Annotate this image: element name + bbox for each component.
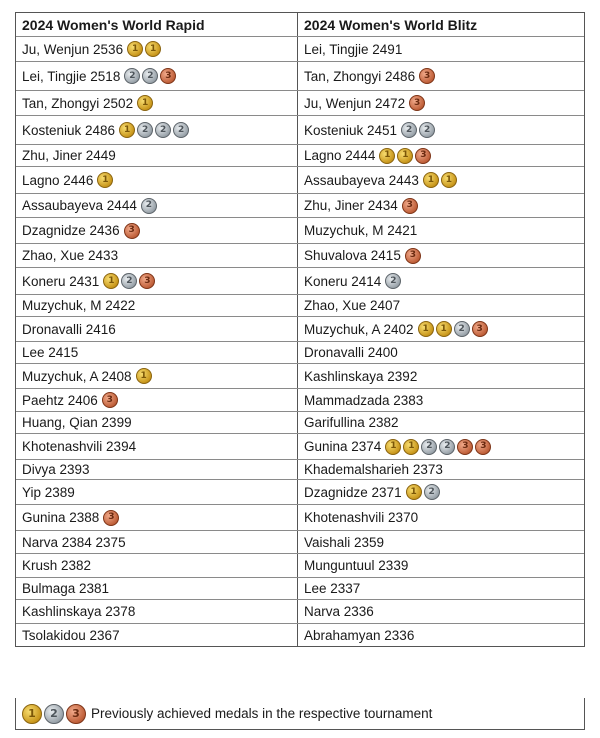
blitz-header: 2024 Women's World Blitz [304,16,478,33]
rapid-cell [16,460,298,479]
rapid-header: 2024 Women's World Rapid [16,13,298,36]
table-row [16,434,584,460]
legend-text: Previously achieved medals in the respective tournament [91,706,433,721]
silver-medal-icon: 2 [124,68,140,84]
gold-medal-icon: 1 [22,704,42,724]
gold-medal-icon: 1 [379,148,395,164]
rapid-player-entry: Narva 2384 2375 [22,534,126,550]
rapid-player-entry: Assaubayeva 2444 [22,198,137,213]
gold-medal-icon: 1 [97,172,113,188]
rapid-cell [16,244,298,267]
rapid-cell [16,600,298,623]
table-row [16,389,584,412]
rapid-player-entry: Khotenashvili 2394 [22,439,137,454]
rapid-cell [16,342,298,363]
gold-medal-icon: 1 [145,41,161,57]
rapid-cell [16,62,298,90]
silver-medal-icon: 2 [401,122,417,138]
rapid-cell [16,412,298,433]
blitz-cell [298,505,584,530]
blitz-cell [298,91,584,115]
bronze-medal-icon: 3 [139,273,155,289]
blitz-cell [298,244,584,267]
rapid-player-entry: Gunina 2388 [22,510,100,525]
gold-medal-icon: 1 [103,273,119,289]
blitz-player-entry: Ju, Wenjun 2472 [304,95,406,111]
table-row [16,116,584,145]
blitz-medals [406,484,440,500]
blitz-medals [385,273,401,289]
blitz-player-entry: Muzychuk, M 2421 [304,223,418,238]
blitz-player-entry: Khotenashvili 2370 [304,510,419,525]
blitz-player-entry: Dzagnidze 2371 [304,484,402,500]
rapid-medals [136,368,152,384]
blitz-cell [298,554,584,577]
blitz-cell [298,116,584,144]
gold-medal-icon: 1 [397,148,413,164]
legend [15,698,585,730]
blitz-cell [298,342,584,363]
table-row [16,342,584,364]
blitz-medals [401,122,435,138]
blitz-player-entry: Assaubayeva 2443 [304,172,419,188]
rapid-cell [16,145,298,166]
rapid-medals [102,392,118,408]
rapid-medals [124,68,176,84]
blitz-player-entry: Zhu, Jiner 2434 [304,198,398,213]
blitz-cell [298,295,584,316]
bronze-medal-icon: 3 [472,321,488,337]
rapid-player-entry: Lagno 2446 [22,172,94,188]
bronze-medal-icon: 3 [124,223,140,239]
rapid-cell [16,364,298,388]
silver-medal-icon: 2 [454,321,470,337]
blitz-cell [298,145,584,166]
rapid-cell [16,389,298,411]
rapid-medals [103,510,119,526]
table-row [16,531,584,554]
rapid-player-entry: Krush 2382 [22,558,92,573]
blitz-player-entry: Vaishali 2359 [304,534,385,550]
table-row [16,364,584,389]
rapid-cell [16,624,298,646]
blitz-cell [298,218,584,243]
rapid-cell [16,37,298,61]
blitz-cell [298,578,584,599]
rapid-cell [16,218,298,243]
blitz-player-entry: Kashlinskaya 2392 [304,368,418,384]
rapid-player-entry: Tan, Zhongyi 2502 [22,95,134,111]
blitz-player-entry: Lee 2337 [304,581,361,596]
blitz-cell [298,167,584,193]
table-row [16,317,584,342]
silver-medal-icon: 2 [424,484,440,500]
silver-medal-icon: 2 [44,704,64,724]
blitz-cell [298,460,584,479]
blitz-medals [385,439,491,455]
bronze-medal-icon: 3 [66,704,86,724]
rapid-cell [16,434,298,459]
bronze-medal-icon: 3 [402,198,418,214]
blitz-cell [298,600,584,623]
blitz-cell [298,531,584,553]
rapid-player-entry: Paehtz 2406 [22,392,98,408]
gold-medal-icon: 1 [119,122,135,138]
silver-medal-icon: 2 [385,273,401,289]
blitz-player-entry: Lagno 2444 [304,148,376,163]
blitz-player-entry: Gunina 2374 [304,439,382,454]
gold-medal-icon: 1 [385,439,401,455]
blitz-player-entry: Munguntuul 2339 [304,558,409,573]
rapid-player-entry: Lee 2415 [22,345,79,360]
table-row [16,145,584,167]
rapid-medals [127,41,161,57]
blitz-cell [298,194,584,217]
blitz-medals [418,321,488,337]
rapid-player-entry: Zhu, Jiner 2449 [22,148,116,163]
rapid-cell [16,91,298,115]
table-row [16,600,584,624]
blitz-cell [298,62,584,90]
rapid-cell [16,505,298,530]
blitz-cell [298,480,584,504]
blitz-cell [298,412,584,433]
table-row [16,412,584,434]
table-row [16,62,584,91]
blitz-medals [379,148,431,164]
table-row [16,460,584,480]
silver-medal-icon: 2 [142,68,158,84]
blitz-player-entry: Kosteniuk 2451 [304,122,398,138]
blitz-medals [402,198,418,214]
gold-medal-icon: 1 [137,95,153,111]
blitz-player-entry: Narva 2336 [304,604,374,619]
rapid-cell [16,554,298,577]
gold-medal-icon: 1 [436,321,452,337]
rapid-player-entry: Muzychuk, A 2408 [22,368,132,384]
rapid-player-entry: Kashlinskaya 2378 [22,604,136,619]
silver-medal-icon: 2 [121,273,137,289]
rapid-medals [137,95,153,111]
table-row [16,578,584,600]
rapid-player-entry: Muzychuk, M 2422 [22,298,136,313]
rapid-player-entry: Kosteniuk 2486 [22,122,116,138]
bronze-medal-icon: 3 [415,148,431,164]
blitz-cell [298,317,584,341]
gold-medal-icon: 1 [127,41,143,57]
blitz-cell [298,268,584,294]
rapid-player-entry: Yip 2389 [22,484,75,500]
silver-medal-icon: 2 [141,198,157,214]
blitz-player-entry: Zhao, Xue 2407 [304,298,401,313]
blitz-player-entry: Mammadzada 2383 [304,392,424,408]
silver-medal-icon: 2 [419,122,435,138]
bronze-medal-icon: 3 [160,68,176,84]
blitz-cell [298,364,584,388]
blitz-player-entry: Abrahamyan 2336 [304,627,415,643]
silver-medal-icon: 2 [155,122,171,138]
table-row [16,244,584,268]
rapid-cell [16,531,298,553]
rapid-cell [16,578,298,599]
blitz-medals [419,68,435,84]
bronze-medal-icon: 3 [475,439,491,455]
blitz-player-entry: Koneru 2414 [304,273,382,289]
blitz-player-entry: Khademalsharieh 2373 [304,462,443,477]
medals-table [15,12,585,647]
table-row [16,194,584,218]
gold-medal-icon: 1 [441,172,457,188]
rapid-cell [16,295,298,316]
legend-medals [22,704,86,724]
bronze-medal-icon: 3 [102,392,118,408]
rapid-player-entry: Tsolakidou 2367 [22,627,120,643]
rapid-cell [16,167,298,193]
blitz-player-entry: Tan, Zhongyi 2486 [304,68,416,84]
blitz-cell [298,37,584,61]
gold-medal-icon: 1 [423,172,439,188]
rapid-cell [16,194,298,217]
silver-medal-icon: 2 [137,122,153,138]
table-row [16,218,584,244]
gold-medal-icon: 1 [418,321,434,337]
table-row [16,295,584,317]
gold-medal-icon: 1 [406,484,422,500]
table-row [16,624,584,646]
rapid-player-entry: Zhao, Xue 2433 [22,248,119,263]
rapid-cell [16,268,298,294]
rapid-player-entry: Koneru 2431 [22,273,100,289]
gold-medal-icon: 1 [136,368,152,384]
header-row [16,13,584,37]
bronze-medal-icon: 3 [419,68,435,84]
blitz-cell [298,434,584,459]
rapid-medals [141,198,157,214]
rapid-player-entry: Ju, Wenjun 2536 [22,41,124,57]
rapid-player-entry: Dronavalli 2416 [22,321,116,337]
table-row [16,167,584,194]
table-row [16,554,584,578]
blitz-medals [405,248,421,264]
rapid-cell [16,480,298,504]
rapid-medals [119,122,189,138]
blitz-player-entry: Shuvalova 2415 [304,248,401,263]
silver-medal-icon: 2 [439,439,455,455]
blitz-player-entry: Muzychuk, A 2402 [304,321,414,337]
table-row [16,268,584,295]
rapid-medals [103,273,155,289]
silver-medal-icon: 2 [421,439,437,455]
bronze-medal-icon: 3 [409,95,425,111]
rapid-player-entry: Dzagnidze 2436 [22,223,120,238]
rapid-player-entry: Lei, Tingjie 2518 [22,68,121,84]
rapid-cell [16,317,298,341]
blitz-medals [409,95,425,111]
table-row [16,91,584,116]
blitz-player-entry: Dronavalli 2400 [304,345,398,360]
blitz-cell [298,624,584,646]
gold-medal-icon: 1 [403,439,419,455]
table-row [16,37,584,62]
rapid-medals [124,223,140,239]
rapid-cell [16,116,298,144]
rapid-player-entry: Huang, Qian 2399 [22,415,132,430]
table-row [16,480,584,505]
bronze-medal-icon: 3 [103,510,119,526]
table-row [16,505,584,531]
blitz-player-entry: Garifullina 2382 [304,415,399,430]
blitz-medals [423,172,457,188]
bronze-medal-icon: 3 [405,248,421,264]
blitz-cell [298,389,584,411]
silver-medal-icon: 2 [173,122,189,138]
rapid-medals [97,172,113,188]
blitz-player-entry: Lei, Tingjie 2491 [304,41,403,57]
rapid-player-entry: Divya 2393 [22,462,90,477]
bronze-medal-icon: 3 [457,439,473,455]
rapid-player-entry: Bulmaga 2381 [22,581,110,596]
